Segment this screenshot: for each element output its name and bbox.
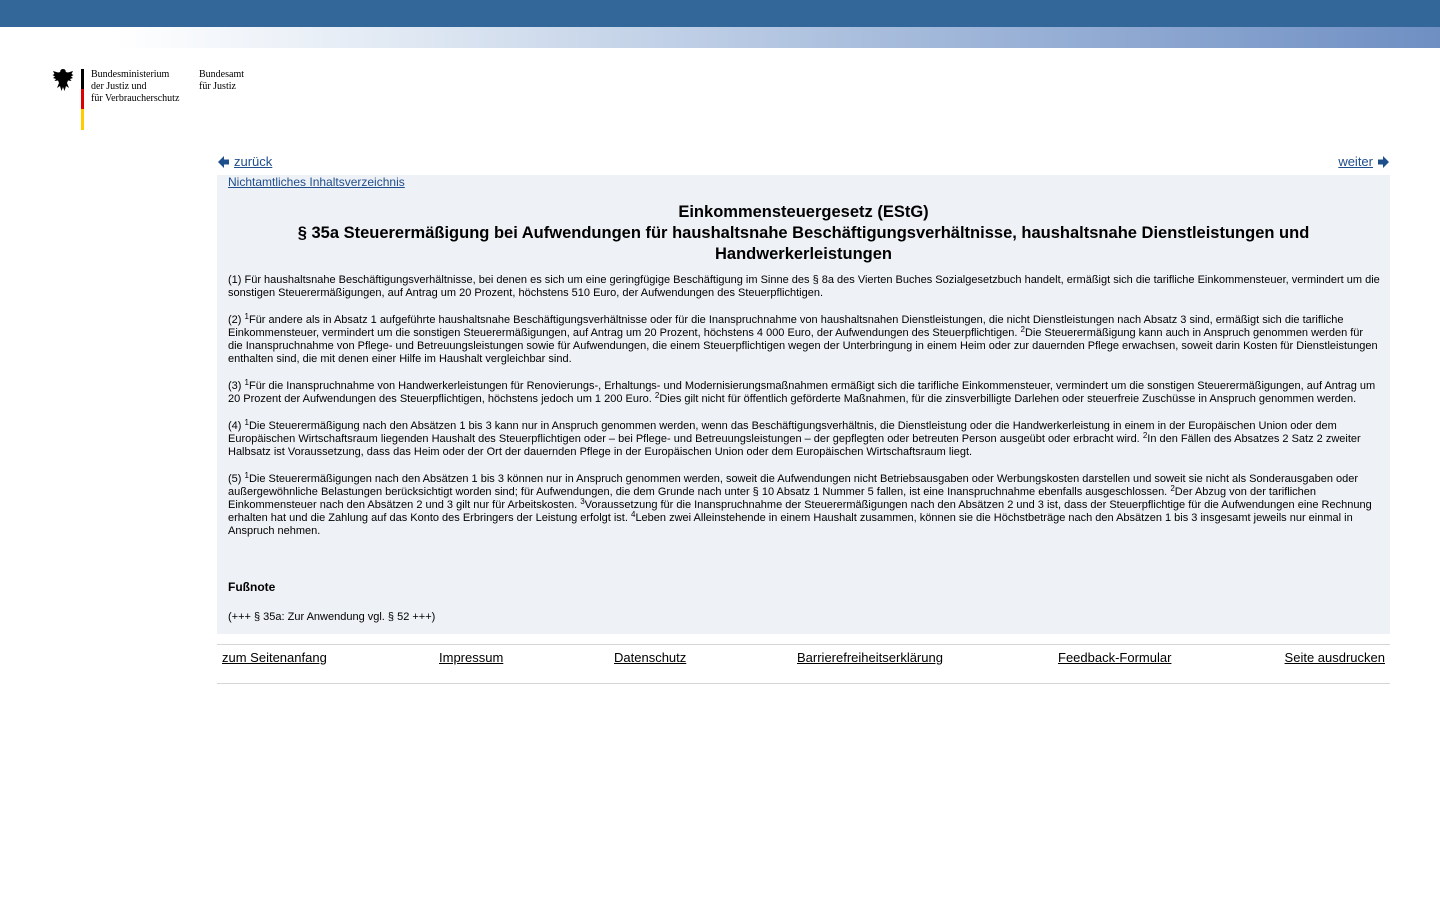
top-banner <box>0 0 1440 27</box>
office-name: Bundesamt für Justiz <box>199 69 244 92</box>
feedback-link[interactable]: Feedback-Formular <box>1058 650 1172 665</box>
back-link-group[interactable] <box>217 154 272 169</box>
paragraph-2: (2) $^1$Für andere als in Absatz 1 aufgeführte haushaltsnahe Beschäftigungsverhältnisse oder für die Inanspruchnahme von haushaltsnahen Dienstleistungen, die nicht Dienstleistungen nach Absatz 3 sind, ermäßigt sich die tarifliche Einkommensteuer, vermindert um die sonstigen Steuerermäßigungen, auf Antrag um 20 Prozent, höchstens 4 000 Euro, der Aufwendungen des Steuerpflichtigen. $^2$Die Steuerermäßigung kann auch in Anspruch genommen werden für die Inanspruchnahme von Pflege- und Betreuungsleistungen sowie für Aufwendungen, die einem Steuerpflichtigen wegen der Unterbringung in einem Heim oder zur dauernden Pflege erwachsen, soweit darin Kosten für Dienstleistungen enthalten sind, die mit denen einer Hilfe im Haushalt vergleichbar sind. <box>228 312 1378 365</box>
paragraph-3: (3) $^1$Für die Inanspruchnahme von Handwerkerleistungen für Renovierungs-, Erhaltungs- und Modernisierungsmaßnahmen ermäßigt sich die tarifliche Einkommensteuer, vermindert um die sonstigen Steuerermäßigungen, auf Antrag um 20 Prozent der Aufwendungen des Steuerpflichtigen, höchstens jedoch um 1 200 Euro. $^2$Dies gilt nicht für öffentlich geförderte Maßnahmen, für die zinsverbilligte Darlehen oder steuerfreie Zuschüsse in Anspruch genommen werden. <box>228 378 1376 405</box>
impressum-link[interactable]: Impressum <box>439 650 504 665</box>
arrow-left-icon[interactable] <box>217 155 230 169</box>
paragraph-4: (4) $^1$Die Steuerermäßigung nach den Absätzen 1 bis 3 kann nur in Anspruch genommen werden, wenn das Beschäftigungsverhältnis, die Dienstleistung oder die Handwerkerleistung in einem in der Europäischen Union oder dem Europäischen Wirtschaftsraum liegenden Haushalt des Steuerpflichtigen oder – bei Pflege- und Betreuungsleistungen – der gepflegten oder betreuten Person ausgeübt oder erbracht wird. $^2$In den Fällen des Absatzes 2 Satz 2 zweiter Halbsatz ist Voraussetzung, dass das Heim oder der Ort der dauernden Pflege in der Europäischen Union oder dem Europäischen Wirtschaftsraum liegt. <box>228 418 1361 458</box>
law-paragraphs <box>228 274 1380 552</box>
ministry-name: Bundesministerium der Justiz und für Verbraucherschutz <box>91 69 180 104</box>
ministry-logo[interactable] <box>52 68 252 132</box>
footnote-title: Fußnote <box>228 580 276 594</box>
page-footer <box>217 644 1390 684</box>
privacy-link[interactable]: Datenschutz <box>614 650 687 665</box>
law-content <box>217 175 1390 634</box>
back-to-top-link[interactable]: zum Seitenanfang <box>222 650 327 665</box>
toc-link[interactable]: Nichtamtliches Inhaltsverzeichnis <box>228 175 405 189</box>
gradient-banner <box>0 27 1440 48</box>
federal-eagle-icon <box>52 68 74 92</box>
page-title <box>217 202 1390 265</box>
print-link[interactable]: Seite ausdrucken <box>1284 650 1385 665</box>
footnote-text: (+++ § 35a: Zur Anwendung vgl. § 52 +++) <box>228 611 436 623</box>
section-title-line2: Handwerkerleistungen <box>715 245 892 263</box>
arrow-right-icon[interactable] <box>1377 155 1390 169</box>
page-navigation <box>217 154 1390 174</box>
accessibility-link[interactable]: Barrierefreiheitserklärung <box>797 650 943 665</box>
flag-stripes <box>81 69 84 130</box>
forward-link-group[interactable] <box>1338 154 1390 169</box>
paragraph-1: (1) Für haushaltsnahe Beschäftigungsverhältnisse, bei denen es sich um eine geringfügige Beschäftigung im Sinne des § 8a des Vierten Buches Sozialgesetzbuch handelt, ermäßigt sich die tarifliche Einkommensteuer, vermindert um die sonstigen Steuerermäßigungen, auf Antrag um 20 Prozent, höchstens 510 Euro, der Aufwendungen des Steuerpflichtigen. <box>228 274 1380 299</box>
section-title-line1: § 35a Steuerermäßigung bei Aufwendungen für haushaltsnahe Beschäftigungsverhältnisse, haushaltsnahe Dienstleistungen und <box>297 224 1310 242</box>
forward-link[interactable]: weiter <box>1338 154 1373 169</box>
law-title: Einkommensteuergesetz (EStG) <box>678 203 929 221</box>
back-link[interactable]: zurück <box>234 154 273 169</box>
paragraph-5: (5) $^1$Die Steuerermäßigungen nach den Absätzen 1 bis 3 können nur in Anspruch genommen werden, soweit die Aufwendungen nicht Betriebsausgaben oder Werbungskosten darstellen und soweit sie nicht als Sonderausgaben oder außergewöhnliche Belastungen berücksichtigt worden sind; für Aufwendungen, die dem Grunde nach unter § 10 Absatz 1 Nummer 5 fallen, ist eine Inanspruchnahme ebenfalls ausgeschlossen. $^2$Der Abzug von der tariflichen Einkommensteuer nach den Absätzen 2 und 3 gilt nur für Arbeitskosten. $^3$Voraussetzung für die Inanspruchnahme der Steuerermäßigungen nach den Absätzen 2 und 3 ist, dass der Steuerpflichtige für die Aufwendungen eine Rechnung erhalten hat und die Zahlung auf das Konto des Erbringers der Leistung erfolgt ist. $^4$Leben zwei Alleinstehende in einem Haushalt zusammen, können sie die Höchstbeträge nach den Absätzen 1 bis 3 insgesamt jeweils nur einmal in Anspruch nehmen. <box>228 471 1372 537</box>
